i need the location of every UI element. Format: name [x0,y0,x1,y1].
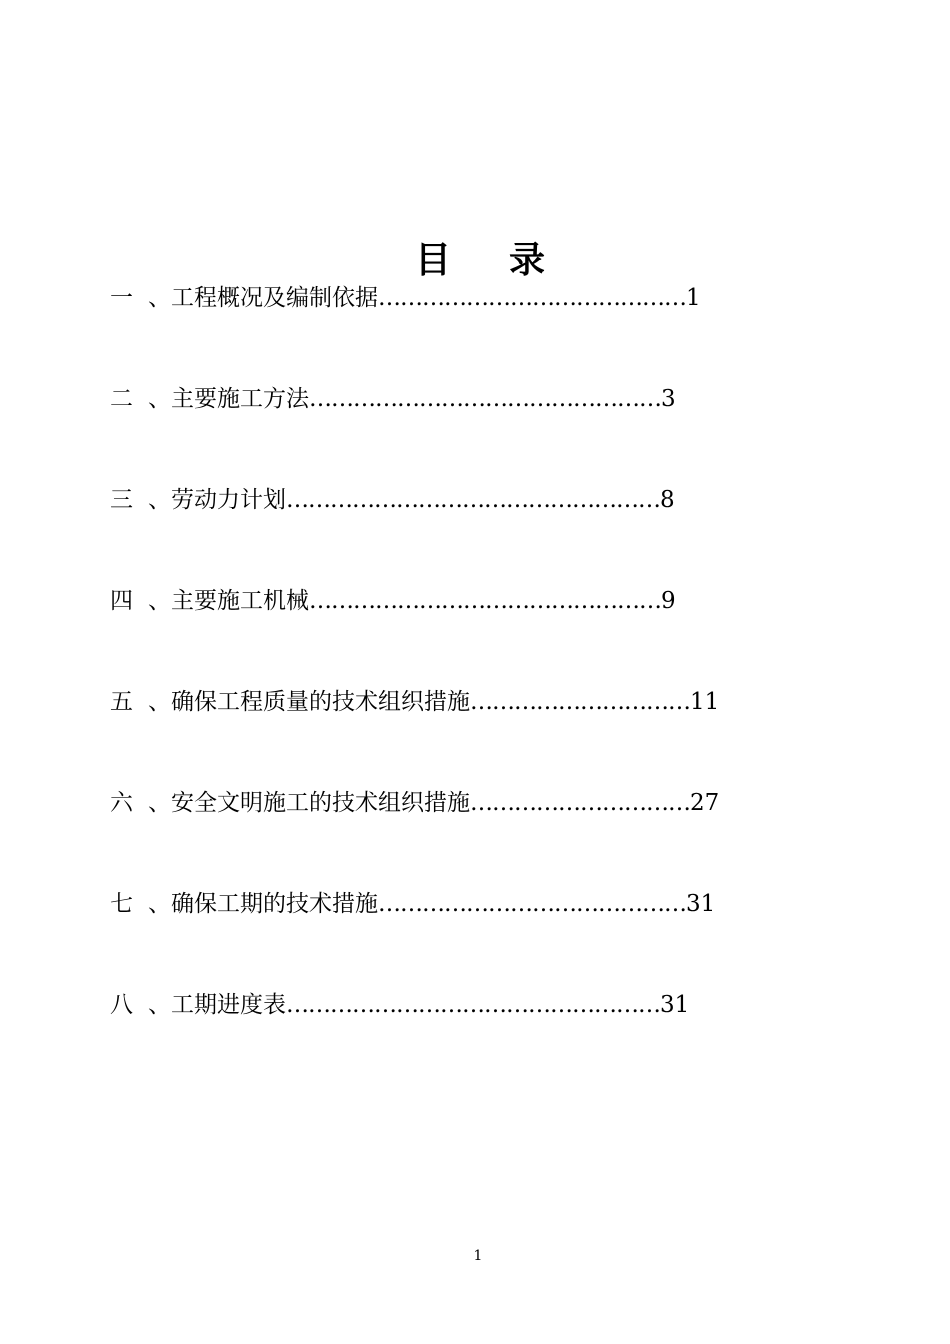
toc-entry[interactable] [110,478,770,579]
toc-entry-label: 主要施工方法 [171,386,309,412]
toc-entry-page: 8 [660,487,675,513]
toc-entry-number: 五 [110,689,133,715]
toc-entry-separator: 、 [148,285,171,311]
toc-entry-page: 1 [686,285,701,311]
toc-entry-separator: 、 [148,588,171,614]
toc-title-first-char: 目 [414,239,451,282]
toc-entry-number: 四 [110,588,133,614]
toc-entry-leader: …………………………………… [378,891,686,917]
toc-title-second-char: 录 [509,239,546,282]
toc-entry-label: 劳动力计划 [171,487,286,513]
toc-entry-leader: …………………………………………… [286,487,660,513]
toc-entry-number: 七 [110,891,133,917]
toc-entry-separator: 、 [148,891,171,917]
toc-entry[interactable] [110,882,770,983]
toc-entry-number: 八 [110,992,133,1018]
footer-page-number: 1 [473,1248,483,1264]
toc-entry-leader: ………………………………………… [309,588,661,614]
toc-entry-separator: 、 [148,689,171,715]
toc-entry-page: 9 [661,588,676,614]
toc-entry-leader: ………………………………………… [309,386,661,412]
toc-entry-separator: 、 [148,487,171,513]
toc-entry-label: 确保工期的技术措施 [171,891,378,917]
toc-entry-label: 工程概况及编制依据 [171,285,378,311]
toc-entry-separator: 、 [148,386,171,412]
table-of-contents [110,276,770,1084]
toc-entry-label: 安全文明施工的技术组织措施 [171,790,470,816]
toc-entry[interactable] [110,276,770,377]
toc-entry-label: 工期进度表 [171,992,286,1018]
toc-entry-label: 主要施工机械 [171,588,309,614]
toc-entry-separator: 、 [148,790,171,816]
toc-entry-number: 一 [110,285,133,311]
toc-entry[interactable] [110,579,770,680]
toc-entry-page: 31 [686,891,716,917]
toc-entry-leader: ………………………… [470,790,690,816]
toc-entry-page: 11 [690,689,720,715]
toc-entry-number: 二 [110,386,133,412]
toc-entry[interactable] [110,377,770,478]
toc-entry[interactable] [110,781,770,882]
toc-entry-label: 确保工程质量的技术组织措施 [171,689,470,715]
toc-entry-separator: 、 [148,992,171,1018]
toc-entry-page: 27 [690,790,720,816]
toc-entry[interactable] [110,680,770,781]
toc-entry-leader: ………………………… [470,689,690,715]
toc-entry-leader: …………………………………… [378,285,686,311]
toc-entry-number: 六 [110,790,133,816]
toc-entry[interactable] [110,983,770,1084]
toc-entry-number: 三 [110,487,133,513]
toc-entry-page: 3 [661,386,676,412]
toc-entry-leader: …………………………………………… [286,992,660,1018]
toc-entry-page: 31 [660,992,690,1018]
